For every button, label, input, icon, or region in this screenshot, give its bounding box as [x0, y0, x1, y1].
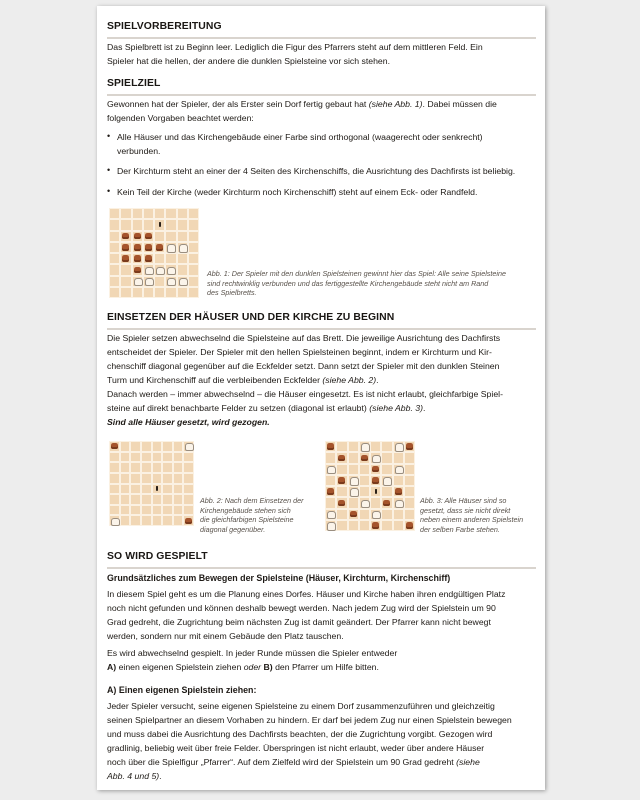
- board-cell-empty: [188, 219, 199, 230]
- text-line-options: [107, 661, 536, 675]
- caption-line: diagonal gegenüber.: [200, 524, 266, 534]
- text-run: den Pfarrer um Hilfe bitten.: [272, 662, 379, 672]
- board-cell-empty: [188, 208, 199, 219]
- light-house-piece: [325, 520, 336, 531]
- board-cell-empty: [162, 473, 173, 484]
- divider: [107, 94, 536, 96]
- board-cell-empty: [359, 509, 370, 520]
- board-cell-empty: [109, 264, 120, 275]
- board-cell-empty: [120, 484, 131, 495]
- figure-ref: (siehe Abb. 2): [322, 375, 377, 385]
- board-cell-empty: [183, 494, 194, 505]
- board-cell-empty: [370, 497, 381, 508]
- board-cell-empty: [152, 441, 163, 452]
- option-a-marker: A): [107, 662, 117, 672]
- board-cell-empty: [381, 452, 392, 463]
- dark-house-piece: [359, 452, 370, 463]
- dark-house-piece: [120, 231, 131, 242]
- board-cell-empty: [393, 452, 404, 463]
- board-cell-empty: [177, 264, 188, 275]
- board-cell-empty: [183, 484, 194, 495]
- caption-line: des Spielbretts.: [207, 288, 257, 298]
- board-cell-empty: [404, 452, 415, 463]
- light-house-piece: [325, 509, 336, 520]
- board-cell-empty: [177, 208, 188, 219]
- dark-house-piece: [132, 253, 143, 264]
- board-cell-empty: [336, 520, 347, 531]
- dark-house-piece: [132, 231, 143, 242]
- board-cell-empty: [381, 520, 392, 531]
- board-cell-empty: [348, 464, 359, 475]
- dark-house-piece: [404, 441, 415, 452]
- board-cell-empty: [141, 462, 152, 473]
- light-house-piece: [177, 276, 188, 287]
- text-line: Spieler hat die hellen, der andere die dunklen Spielsteine vor sich stehen.: [107, 56, 391, 66]
- board-cell-empty: [393, 475, 404, 486]
- board-cell-empty: [370, 441, 381, 452]
- text-line: [107, 374, 536, 388]
- board-cell-empty: [359, 520, 370, 531]
- board-cell-empty: [183, 462, 194, 473]
- bullet-text: Der Kirchturm steht an einer der 4 Seiten des Kirchenschiffs, die Ausrichtung des Dachfirsts ist beliebig.: [117, 166, 516, 176]
- board-cell-empty: [130, 462, 141, 473]
- dark-house-piece: [325, 486, 336, 497]
- caption-line: gesetzt, dass sie nicht direkt: [420, 505, 511, 515]
- dark-house-piece: [132, 264, 143, 275]
- board-cell-empty: [130, 515, 141, 526]
- light-house-piece: [370, 509, 381, 520]
- board-cell-empty: [109, 452, 120, 463]
- board-cell-empty: [183, 452, 194, 463]
- pfarrer-figure: [154, 219, 165, 230]
- light-house-piece: [359, 497, 370, 508]
- board-cell-empty: [120, 462, 131, 473]
- dark-house-piece: [143, 253, 154, 264]
- text-run: .: [159, 771, 162, 781]
- board-cell-empty: [325, 452, 336, 463]
- board-cell-empty: [188, 231, 199, 242]
- text-line: Das Spielbrett ist zu Beginn leer. Lediglich die Figur des Pfarrers steht auf dem mittleren Feld. Ein: [107, 42, 483, 52]
- board-cell-empty: [348, 452, 359, 463]
- board-cell-empty: [109, 276, 120, 287]
- text-line: Die Spieler setzen abwechselnd die Spielsteine auf das Brett. Die jeweilige Ausrichtung des Dachfirsts: [107, 333, 501, 343]
- board-cell-empty: [141, 441, 152, 452]
- board-cell-empty: [143, 219, 154, 230]
- pfarrer-figure: [152, 484, 163, 495]
- board-cell-empty: [162, 505, 173, 516]
- dark-house-piece: [143, 242, 154, 253]
- board-cell-empty: [188, 253, 199, 264]
- text-run: .: [376, 375, 379, 385]
- dark-house-piece: [381, 497, 392, 508]
- board-cell-empty: [381, 464, 392, 475]
- board-cell-empty: [162, 484, 173, 495]
- board-cell-empty: [120, 219, 131, 230]
- board-cell-empty: [177, 287, 188, 298]
- caption-abb2: [200, 496, 303, 534]
- board-cell-empty: [120, 276, 131, 287]
- light-house-piece: [393, 464, 404, 475]
- rules-page: [97, 6, 545, 790]
- text-run: steine auf direkt benachbarte Felder zu setzen (diagonal ist erlaubt): [107, 403, 370, 413]
- subheading-bewegen: Grundsätzliches zum Bewegen der Spielsteine (Häuser, Kirchturm, Kirchenschiff): [107, 573, 451, 583]
- bullet: •: [107, 186, 111, 196]
- dark-house-piece: [120, 253, 131, 264]
- bullet: •: [107, 131, 111, 141]
- dark-house-piece: [370, 520, 381, 531]
- light-house-piece: [143, 276, 154, 287]
- board-cell-empty: [173, 473, 184, 484]
- dark-house-piece: [120, 242, 131, 253]
- board-cell-empty: [381, 486, 392, 497]
- board-cell-empty: [120, 264, 131, 275]
- board-cell-empty: [177, 219, 188, 230]
- figure-board-abb2: [109, 441, 194, 526]
- dark-house-piece: [348, 509, 359, 520]
- board-cell-empty: [183, 473, 194, 484]
- caption-line: der selben Farbe stehen.: [420, 524, 500, 534]
- board-cell-empty: [173, 462, 184, 473]
- board-cell-empty: [109, 242, 120, 253]
- board-cell-empty: [162, 462, 173, 473]
- board-cell-empty: [141, 484, 152, 495]
- text-line: noch nicht gefunden und können deshalb bewegt werden. Nach jedem Zug wird der Spielstein um 90: [107, 603, 496, 613]
- board-cell-empty: [162, 452, 173, 463]
- board-cell-empty: [152, 473, 163, 484]
- dark-house-piece: [336, 452, 347, 463]
- board-cell-empty: [109, 253, 120, 264]
- board-cell-empty: [120, 505, 131, 516]
- board-cell-empty: [177, 231, 188, 242]
- text-line: chenschiff diagonal gegenüber auf die Eckfelder setzt. Dann setzt der Spieler mit den dunklen Steinen: [107, 361, 500, 371]
- board-cell-empty: [188, 287, 199, 298]
- board-cell-empty: [359, 464, 370, 475]
- board-cell-empty: [109, 287, 120, 298]
- board-cell-empty: [132, 219, 143, 230]
- board-cell-empty: [165, 231, 176, 242]
- board-cell-empty: [404, 497, 415, 508]
- text-line: [107, 756, 536, 770]
- board-cell-empty: [109, 208, 120, 219]
- divider: [107, 567, 536, 569]
- board-cell-empty: [325, 497, 336, 508]
- figure-board-abb3: [325, 441, 415, 531]
- dark-house-piece: [404, 520, 415, 531]
- light-house-piece: [154, 264, 165, 275]
- dark-house-piece: [393, 486, 404, 497]
- caption-line: Kirchengebäude stehen sich: [200, 505, 291, 515]
- text-line: Jeder Spieler versucht, seine eigenen Spielsteine zu einem Dorf zusammenzuführen und gleichzeitig: [107, 701, 495, 711]
- board-cell-empty: [120, 452, 131, 463]
- board-cell-empty: [188, 276, 199, 287]
- board-cell-empty: [154, 287, 165, 298]
- board-cell-empty: [120, 494, 131, 505]
- subheading-spielstein-ziehen: A) Einen eigenen Spielstein ziehen:: [107, 685, 257, 695]
- caption-line: Abb. 2: Nach dem Einsetzen der: [200, 496, 304, 505]
- light-house-piece: [370, 452, 381, 463]
- board-cell-empty: [109, 505, 120, 516]
- text-run: einen eigenen Spielstein ziehen: [116, 662, 244, 672]
- board-cell-empty: [173, 494, 184, 505]
- text-line: gradlinig, beliebig weit über freie Felder. Überspringen ist nicht erlaubt, weder über andere Häuser: [107, 743, 485, 753]
- dark-house-piece: [154, 242, 165, 253]
- board-cell-empty: [183, 505, 194, 516]
- board-cell-empty: [132, 208, 143, 219]
- figure-ref: (siehe Abb. 3): [369, 403, 423, 413]
- board-cell-empty: [173, 452, 184, 463]
- dark-house-piece: [132, 242, 143, 253]
- board-cell-empty: [109, 219, 120, 230]
- board-cell-empty: [130, 473, 141, 484]
- board-cell-empty: [348, 441, 359, 452]
- text-line: Danach werden – immer abwechselnd – die Häuser eingesetzt. Es ist nicht erlaubt, gleichfarbige Spiel-: [107, 389, 503, 399]
- board-cell-empty: [173, 484, 184, 495]
- board-cell-empty: [120, 287, 131, 298]
- heading-einsetzen: EINSETZEN DER HÄUSER UND DER KIRCHE ZU BEGINN: [107, 312, 395, 323]
- dark-house-piece: [143, 231, 154, 242]
- heading-spielvorbereitung: SPIELVORBEREITUNG: [107, 21, 222, 32]
- dark-house-piece: [109, 441, 120, 452]
- board-cell-empty: [393, 520, 404, 531]
- text-line: seinen Spielpartner an diesem Vorhaben zu hindern. Er darf bei jedem Zug nur einen Spielstein bewegen: [107, 715, 512, 725]
- board-cell-empty: [109, 484, 120, 495]
- caption-line: Abb. 3: Alle Häuser sind so: [420, 496, 507, 505]
- board-cell-empty: [188, 264, 199, 275]
- board-cell-empty: [173, 505, 184, 516]
- dark-house-piece: [370, 464, 381, 475]
- board-cell-empty: [130, 494, 141, 505]
- board-cell-empty: [109, 473, 120, 484]
- board-cell-empty: [141, 515, 152, 526]
- board-cell-empty: [348, 520, 359, 531]
- board-cell-empty: [336, 509, 347, 520]
- light-house-piece: [348, 486, 359, 497]
- caption-line: die gleichfarbigen Spielsteine: [200, 515, 294, 525]
- text-line: und muss dabei die Ausrichtung des Dachfirsts beachten, der die Zugrichtung vorgibt. Gezogen wird: [107, 729, 493, 739]
- board-cell-empty: [143, 208, 154, 219]
- light-house-piece: [393, 441, 404, 452]
- bullet-text: Alle Häuser und das Kirchengebäude einer Farbe sind orthogonal (waagerecht oder senkrecht): [117, 132, 483, 142]
- board-cell-empty: [165, 253, 176, 264]
- bullet: •: [107, 165, 111, 175]
- board-cell-empty: [130, 441, 141, 452]
- divider: [107, 328, 536, 330]
- board-cell-empty: [359, 486, 370, 497]
- board-cell-empty: [336, 464, 347, 475]
- figure-board-abb1: [109, 208, 199, 298]
- board-cell-empty: [141, 452, 152, 463]
- board-cell-empty: [152, 452, 163, 463]
- board-cell-empty: [154, 276, 165, 287]
- pfarrer-figure: [370, 486, 381, 497]
- light-house-piece: [177, 242, 188, 253]
- board-cell-empty: [120, 473, 131, 484]
- caption-abb3: [420, 496, 523, 534]
- text-line: folgenden Vorgaben beachtet werden:: [107, 113, 254, 123]
- text-run: . Dabei müssen die: [422, 99, 497, 109]
- bullet-text: verbunden.: [117, 146, 161, 156]
- board-cell-empty: [141, 494, 152, 505]
- dark-house-piece: [325, 441, 336, 452]
- board-cell-empty: [173, 515, 184, 526]
- text-run: Turm und Kirchenschiff auf die verbleibenden Eckfelder: [107, 375, 323, 385]
- text-line: [107, 770, 536, 784]
- board-cell-empty: [165, 287, 176, 298]
- text-line: Es wird abwechselnd gespielt. In jeder Runde müssen die Spieler entweder: [107, 648, 398, 658]
- board-cell-empty: [109, 462, 120, 473]
- option-b-marker: B): [263, 662, 273, 672]
- dark-house-piece: [336, 497, 347, 508]
- board-cell-empty: [152, 515, 163, 526]
- board-cell-empty: [336, 486, 347, 497]
- board-cell-empty: [165, 208, 176, 219]
- board-cell-empty: [141, 473, 152, 484]
- bullet-text: Kein Teil der Kirche (weder Kirchturm noch Kirchenschiff) steht auf einem Eck- oder Randfeld.: [117, 187, 478, 197]
- board-cell-empty: [152, 462, 163, 473]
- text-line: Grad gedreht, die Zugrichtung beim nächsten Zug ist damit geändert. Der Pfarrer kann nicht bewegt: [107, 617, 491, 627]
- dark-house-piece: [370, 475, 381, 486]
- text-line: entscheidet der Spieler. Der Spieler mit den hellen Spielsteinen beginnt, indem er Kirchturm und Kir-: [107, 347, 492, 357]
- light-house-piece: [165, 264, 176, 275]
- light-house-piece: [109, 515, 120, 526]
- board-cell-empty: [130, 505, 141, 516]
- text-line: werden, sondern nur mit einem Gebäude den Platz tauschen.: [107, 631, 344, 641]
- board-cell-empty: [381, 509, 392, 520]
- board-cell-empty: [404, 464, 415, 475]
- text-line-emphasis: Sind alle Häuser gesetzt, wird gezogen.: [107, 417, 270, 427]
- board-cell-empty: [154, 208, 165, 219]
- board-cell-empty: [404, 486, 415, 497]
- board-cell-empty: [162, 494, 173, 505]
- board-cell-empty: [109, 231, 120, 242]
- text-run: Gewonnen hat der Spieler, der als Erster sein Dorf fertig gebaut hat: [107, 99, 369, 109]
- text-line: In diesem Spiel geht es um die Planung eines Dorfes. Häuser und Kirche haben ihren endgültigen Platz: [107, 589, 506, 599]
- board-cell-empty: [393, 509, 404, 520]
- light-house-piece: [393, 497, 404, 508]
- figure-ref: Abb. 4 und 5): [107, 771, 160, 781]
- board-cell-empty: [404, 509, 415, 520]
- board-cell-empty: [162, 515, 173, 526]
- text-run: oder: [243, 662, 262, 672]
- board-cell-empty: [141, 505, 152, 516]
- caption-line: sind rechtwinklig verbunden und das fertiggestellte Kirchengebäude steht nicht am Rand: [207, 278, 489, 288]
- dark-house-piece: [336, 475, 347, 486]
- board-cell-empty: [165, 219, 176, 230]
- board-cell-empty: [154, 253, 165, 264]
- board-cell-empty: [130, 484, 141, 495]
- board-cell-empty: [348, 497, 359, 508]
- board-cell-empty: [188, 242, 199, 253]
- board-cell-empty: [130, 452, 141, 463]
- board-cell-empty: [109, 494, 120, 505]
- board-cell-empty: [143, 287, 154, 298]
- light-house-piece: [183, 441, 194, 452]
- board-cell-empty: [177, 253, 188, 264]
- heading-so-wird-gespielt: SO WIRD GESPIELT: [107, 551, 208, 562]
- light-house-piece: [381, 475, 392, 486]
- text-line: [107, 402, 536, 416]
- board-cell-empty: [132, 287, 143, 298]
- dark-house-piece: [183, 515, 194, 526]
- heading-spielziel: SPIELZIEL: [107, 78, 161, 89]
- light-house-piece: [165, 276, 176, 287]
- light-house-piece: [143, 264, 154, 275]
- board-cell-empty: [120, 441, 131, 452]
- board-cell-empty: [173, 441, 184, 452]
- board-cell-empty: [152, 505, 163, 516]
- board-cell-empty: [152, 494, 163, 505]
- figure-ref: (siehe Abb. 1): [368, 99, 423, 109]
- board-cell-empty: [359, 475, 370, 486]
- board-cell-empty: [120, 208, 131, 219]
- board-cell-empty: [381, 441, 392, 452]
- board-cell-empty: [120, 515, 131, 526]
- light-house-piece: [132, 276, 143, 287]
- text-line: [107, 98, 536, 112]
- light-house-piece: [165, 242, 176, 253]
- board-cell-empty: [404, 475, 415, 486]
- board-cell-empty: [336, 441, 347, 452]
- figure-ref: (siehe: [456, 757, 480, 767]
- caption-line: Abb. 1: Der Spieler mit den dunklen Spielsteinen gewinnt hier das Spiel: Alle seine Spielsteine: [207, 269, 506, 278]
- board-cell-empty: [162, 441, 173, 452]
- board-cell-empty: [154, 231, 165, 242]
- text-run: noch über die Spielfigur „Pfarrer“. Auf dem Zielfeld wird der Spielstein um 90 Grad gedreht: [107, 757, 457, 767]
- board-cell-empty: [325, 475, 336, 486]
- text-run: .: [423, 403, 426, 413]
- light-house-piece: [359, 441, 370, 452]
- divider: [107, 37, 536, 39]
- caption-abb1: [207, 269, 506, 298]
- light-house-piece: [325, 464, 336, 475]
- caption-line: neben einem anderen Spielstein: [420, 515, 524, 525]
- light-house-piece: [348, 475, 359, 486]
